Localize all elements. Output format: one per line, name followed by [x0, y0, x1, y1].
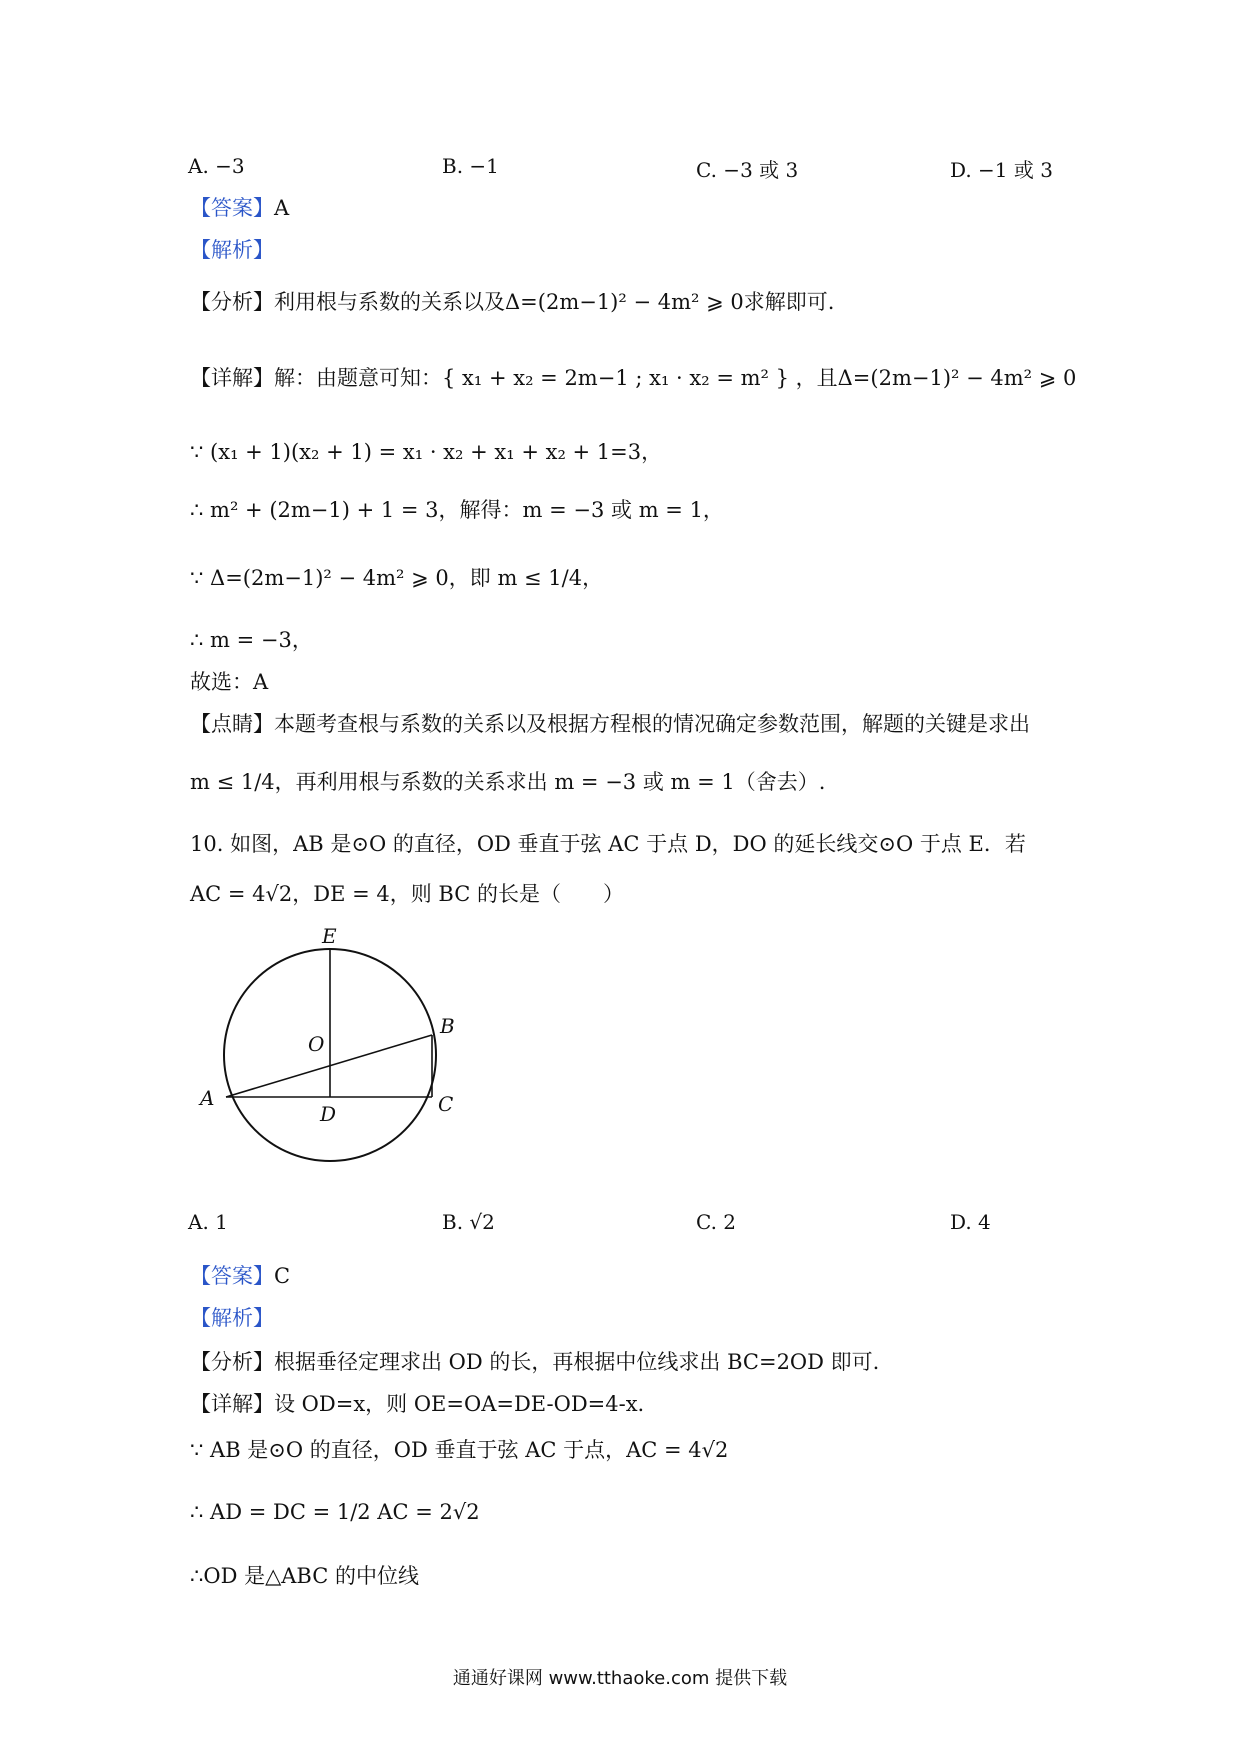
q10-analysis-tag: 【解析】: [190, 1306, 274, 1330]
q10-fenxi: 根据垂径定理求出 OD 的长，再根据中位线求出 BC=2OD 即可.: [274, 1350, 880, 1374]
q9-answer: A: [274, 196, 290, 220]
q10-answer-tag: 【答案】: [190, 1264, 274, 1288]
q10-analysis-line: [190, 1306, 274, 1331]
q9-analysis-line: [190, 238, 274, 263]
q10-answer-line: [190, 1264, 290, 1289]
segment-ab: [226, 1035, 432, 1097]
q9-fenxi: 利用根与系数的关系以及Δ=(2m−1)² − 4m² ⩾ 0求解即可.: [274, 290, 835, 314]
circle-diagram: [190, 925, 490, 1185]
q9-xiangjie-line: [190, 366, 1076, 391]
q9-xiangjie: 解：由题意可知：{ x₁ + x₂ = 2m−1 ; x₁ · x₂ = m² } ，且Δ=(2m−1)² − 4m² ⩾ 0: [274, 366, 1077, 390]
q9-step4: ∴ m = −3，: [190, 628, 313, 652]
q10-option-b: B. √2: [442, 1210, 495, 1234]
q10-step2: ∴ AD = DC = 1/2 AC = 2√2: [190, 1500, 480, 1524]
label-a: A: [200, 1086, 215, 1110]
q9-choose: 故选：A: [190, 670, 269, 694]
label-d: D: [320, 1102, 337, 1126]
q9-fenxi-line: [190, 290, 834, 315]
q9-xiangjie-tag: 【详解】: [190, 366, 274, 390]
q9-option-a: A. −3: [188, 154, 245, 178]
q9-answer-tag: 【答案】: [190, 196, 274, 220]
q10-fenxi-line: [190, 1350, 879, 1375]
q9-dianjing2: m ≤ 1/4，再利用根与系数的关系求出 m = −3 或 m = 1（舍去）.: [190, 770, 826, 794]
q10-option-d: D. 4: [950, 1210, 991, 1234]
q9-dianjing-line: [190, 712, 1030, 737]
q9-fenxi-tag: 【分析】: [190, 290, 274, 314]
q9-answer-line: [190, 196, 289, 221]
q9-option-d: D. −1 或 3: [950, 158, 1053, 182]
q9-step1: ∵ (x₁ + 1)(x₂ + 1) = x₁ · x₂ + x₁ + x₂ + 1=3，: [190, 440, 663, 464]
q10-step1: ∵ AB 是⊙O 的直径，OD 垂直于弦 AC 于点，AC = 4√2: [190, 1438, 729, 1462]
label-c: C: [438, 1092, 454, 1116]
q9-dianjing-tag: 【点睛】: [190, 712, 274, 736]
q10-option-a: A. 1: [188, 1210, 228, 1234]
q9-option-b: B. −1: [442, 154, 499, 178]
q10-fenxi-tag: 【分析】: [190, 1350, 274, 1374]
footer-source: 通通好课网 www.tthaoke.com 提供下载: [452, 1668, 788, 1689]
q10-step3: ∴OD 是△ABC 的中位线: [190, 1564, 419, 1588]
q9-step2: ∴ m² + (2m−1) + 1 = 3，解得：m = −3 或 m = 1，: [190, 498, 724, 522]
q9-step3: ∵ Δ=(2m−1)² − 4m² ⩾ 0，即 m ≤ 1/4，: [190, 566, 604, 590]
label-b: B: [440, 1014, 455, 1038]
q10-answer: C: [274, 1264, 291, 1288]
q10-xiangjie-line: [190, 1392, 644, 1417]
q10-xiangjie-tag: 【详解】: [190, 1392, 274, 1416]
q10-stem1: 10. 如图，AB 是⊙O 的直径，OD 垂直于弦 AC 于点 D，DO 的延长线交⊙O 于点 E．若: [190, 832, 1026, 856]
label-o: O: [308, 1032, 325, 1056]
q9-dianjing: 本题考查根与系数的关系以及根据方程根的情况确定参数范围，解题的关键是求出: [274, 712, 1030, 736]
q10-xiangjie: 设 OD=x，则 OE=OA=DE-OD=4-x.: [274, 1392, 645, 1416]
q10-option-c: C. 2: [696, 1210, 737, 1234]
q9-analysis-tag: 【解析】: [190, 238, 274, 262]
q10-stem2: AC = 4√2，DE = 4，则 BC 的长是（ ）: [190, 882, 624, 906]
label-e: E: [322, 925, 337, 948]
q9-option-c: C. −3 或 3: [696, 158, 799, 182]
